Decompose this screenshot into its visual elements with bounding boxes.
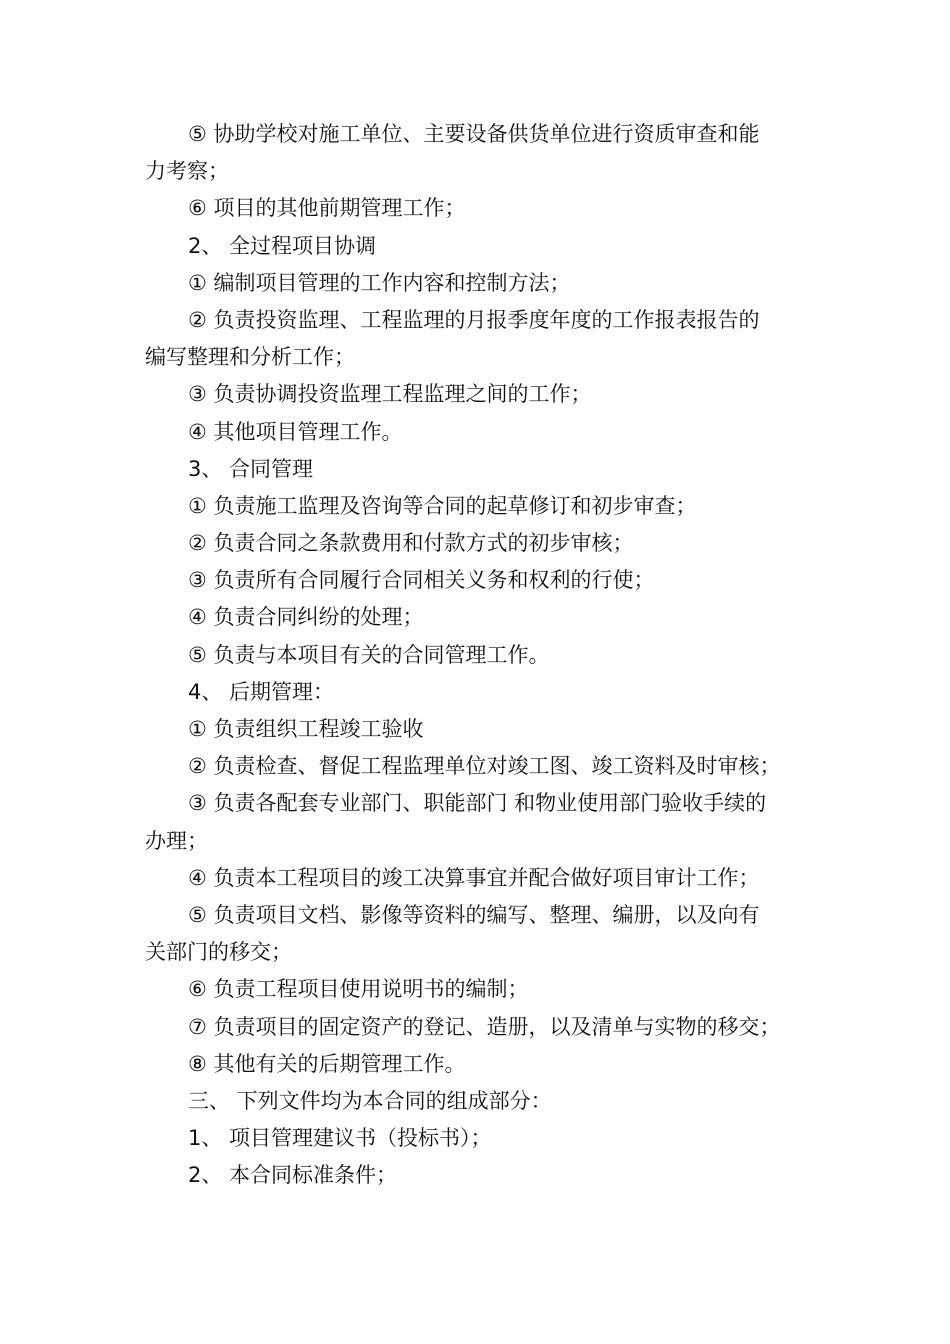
- document-text-line: ② 负责检查、督促工程监理单位对竣工图、竣工资料及时审核；: [188, 754, 781, 779]
- document-text-line: ③ 负责所有合同履行合同相关义务和权利的行使；: [188, 568, 655, 593]
- document-text-line: ④ 负责合同纠纷的处理；: [188, 605, 424, 630]
- document-text-line: ⑥ 项目的其他前期管理工作；: [188, 196, 466, 221]
- document-text-line: ② 负责合同之条款费用和付款方式的初步审核；: [188, 531, 634, 556]
- document-text-line: ④ 其他项目管理工作。: [188, 419, 403, 444]
- document-text-line: ⑤ 负责项目文档、影像等资料的编写、整理、编册，以及向有: [188, 902, 760, 927]
- document-text-line: 办理；: [145, 828, 208, 853]
- document-text-line: 1、 项目管理建议书（投标书）；: [188, 1126, 492, 1151]
- document-page: [145, 116, 810, 1194]
- document-text-line: 力考察；: [145, 159, 229, 184]
- document-text-line: 2、 本合同标准条件；: [188, 1163, 398, 1188]
- document-text-line: ① 负责施工监理及咨询等合同的起草修订和初步审查；: [188, 493, 697, 518]
- document-text-line: 关部门的移交；: [145, 940, 292, 965]
- document-text-line: 4、 后期管理：: [188, 679, 335, 704]
- document-text-line: ③ 负责各配套专业部门、职能部门 和物业使用部门验收手续的: [188, 791, 767, 816]
- document-text-line: 2、 全过程项目协调: [188, 233, 377, 258]
- document-text-line: ④ 负责本工程项目的竣工决算事宜并配合做好项目审计工作；: [188, 865, 760, 890]
- document-text-line: ③ 负责协调投资监理工程监理之间的工作；: [188, 382, 592, 407]
- document-text-line: 编写整理和分析工作；: [145, 345, 355, 370]
- document-text-line: 三、 下列文件均为本合同的组成部分：: [188, 1088, 552, 1113]
- document-text-line: ⑤ 协助学校对施工单位、主要设备供货单位进行资质审查和能: [188, 122, 760, 146]
- document-text-line: ⑤ 负责与本项目有关的合同管理工作。: [188, 642, 550, 667]
- document-text-line: 3、 合同管理: [188, 456, 314, 481]
- document-text-line: ① 负责组织工程竣工验收: [188, 717, 424, 741]
- document-text-line: ⑦ 负责项目的固定资产的登记、造册，以及清单与实物的移交；: [188, 1014, 781, 1039]
- document-text-line: ⑧ 其他有关的后期管理工作。: [188, 1051, 466, 1076]
- document-text-line: ① 编制项目管理的工作内容和控制方法；: [188, 270, 571, 295]
- document-text-line: ② 负责投资监理、工程监理的月报季度年度的工作报表报告的: [188, 307, 760, 332]
- document-text-line: ⑥ 负责工程项目使用说明书的编制；: [188, 977, 529, 1002]
